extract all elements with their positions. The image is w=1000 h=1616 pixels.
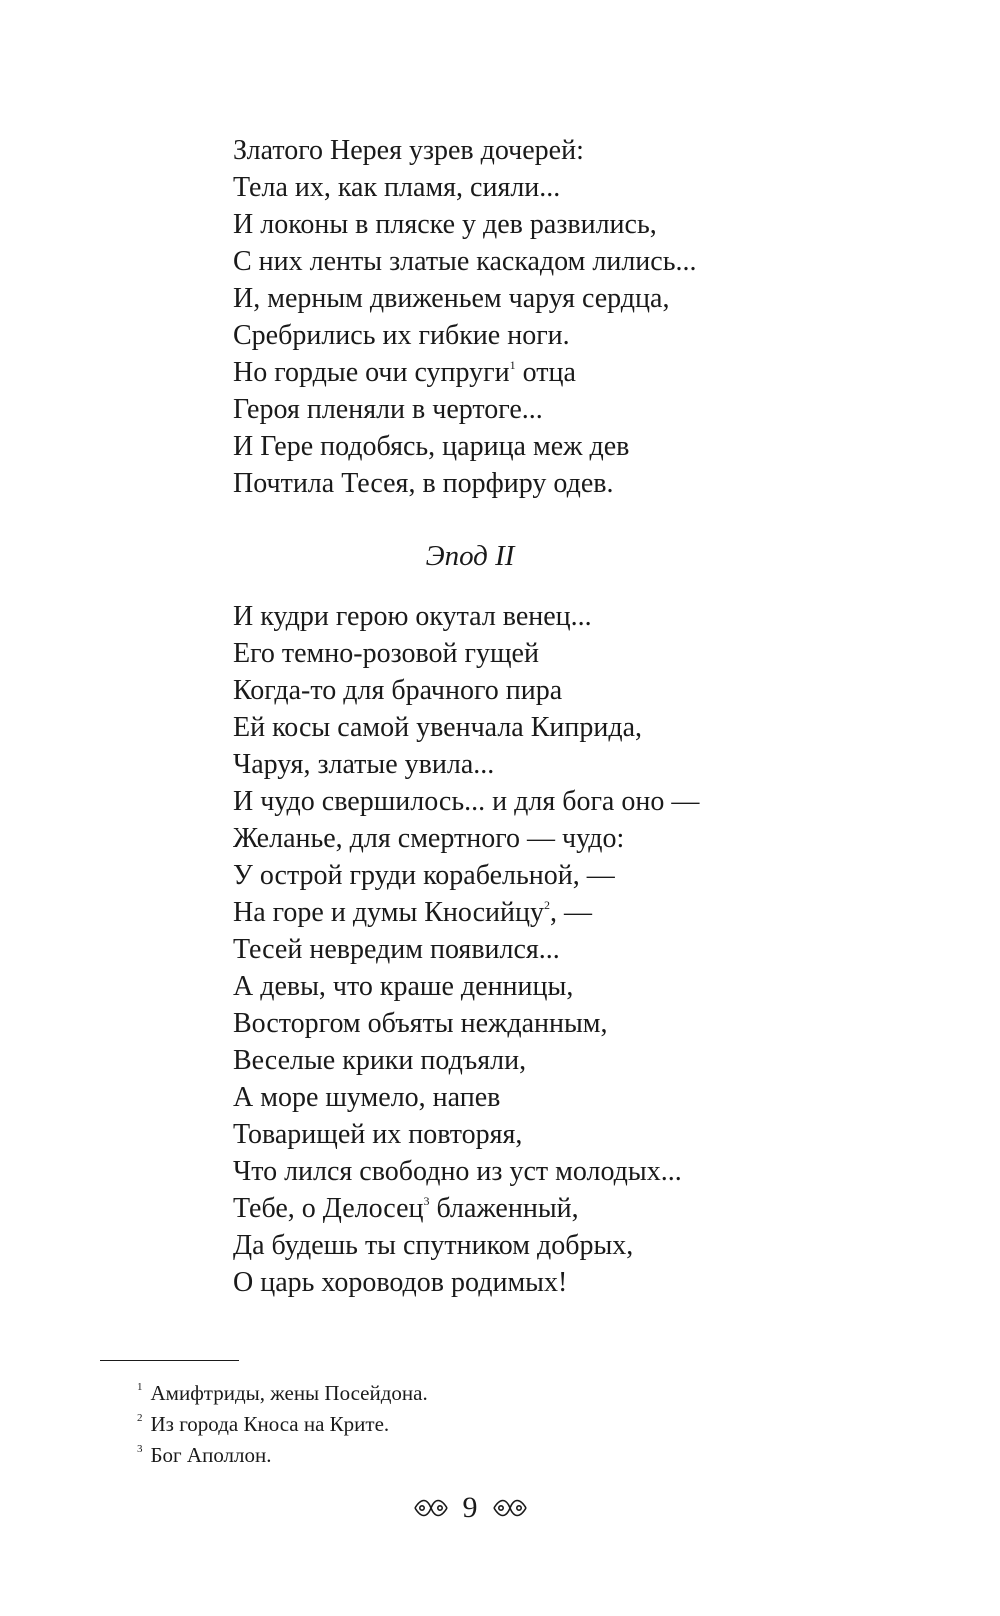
verse-line: Восторгом объяты нежданным, [233, 1008, 608, 1039]
footnote-reference[interactable]: 1 [509, 358, 516, 372]
verse-text: На горе и думы Кносийцу [233, 897, 544, 928]
verse-line: Когда-то для брачного пира [233, 675, 563, 706]
verse-text: Но гордые очи супруги [233, 357, 510, 388]
footnote [137, 1378, 428, 1409]
footnote-text: Амифтриды, жены Посейдона. [150, 1381, 428, 1405]
page-folio [0, 1490, 940, 1526]
verse-line: И чудо свершилось... и для бога оно — [233, 786, 700, 817]
verse-line: А девы, что краше денницы, [233, 971, 574, 1002]
verse-line: Героя пленяли в чертоге... [233, 394, 543, 425]
verse-line: О царь хороводов родимых! [233, 1267, 568, 1298]
verse-line: Веселые крики подъяли, [233, 1045, 527, 1076]
verse-line: А море шумело, напев [233, 1082, 501, 1113]
footnote-text: Бог Аполлон. [150, 1443, 272, 1467]
verse-line: И Гере подобясь, царица меж дев [233, 431, 630, 462]
verse-line [233, 1190, 699, 1227]
verse-line: С них ленты златые каскадом лились... [233, 246, 697, 277]
verse-line [233, 894, 699, 931]
verse-line: И, мерным движеньем чаруя сердца, [233, 283, 670, 314]
verse-line [233, 354, 696, 391]
stanza-2 [233, 598, 699, 1301]
stanza-1 [233, 132, 696, 502]
fleuron-ornament-icon [492, 1496, 528, 1520]
verse-text: отца [515, 357, 576, 388]
page-number: 9 [462, 1491, 478, 1524]
footnote-reference[interactable]: 3 [423, 1194, 430, 1208]
footnotes [137, 1378, 428, 1471]
footnote-text: Из города Кноса на Крите. [150, 1412, 390, 1436]
verse-line: Его темно-розовой гущей [233, 638, 539, 669]
section-heading: Эпод II [425, 540, 515, 572]
verse-line: Да будешь ты спутником добрых, [233, 1230, 634, 1261]
verse-line: Тесей невредим появился... [233, 934, 560, 965]
verse-line: Почтила Тесея, в порфиру одев. [233, 468, 614, 499]
verse-line: Ей косы самой увенчала Киприда, [233, 712, 643, 743]
footnote-marker: 1 [137, 1381, 143, 1393]
footnote-separator [100, 1360, 239, 1361]
fleuron-ornament-icon [413, 1496, 449, 1520]
verse-text: блаженный, [429, 1193, 579, 1224]
verse-line: И кудри герою окутал венец... [233, 601, 592, 632]
verse-text: , — [550, 897, 592, 928]
verse-line: Сребрились их гибкие ноги. [233, 320, 570, 351]
verse-line: Товарищей их повторяя, [233, 1119, 523, 1150]
footnote-reference[interactable]: 2 [544, 898, 550, 912]
footnote [137, 1409, 428, 1440]
footnote [137, 1440, 428, 1471]
verse-line: Тела их, как пламя, сияли... [233, 172, 561, 203]
verse-line: Чаруя, златые увила... [233, 749, 495, 780]
verse-line: Златого Нерея узрев дочерей: [233, 135, 584, 166]
footnote-marker: 2 [137, 1412, 143, 1424]
verse-text: Тебе, о Делосец [233, 1193, 424, 1224]
verse-line: Желанье, для смертного — чудо: [233, 823, 625, 854]
verse-line: И локоны в пляске у дев развились, [233, 209, 657, 240]
footnote-marker: 3 [137, 1443, 143, 1455]
verse-line: У острой груди корабельной, — [233, 860, 615, 891]
verse-line: Что лился свободно из уст молодых... [233, 1156, 682, 1187]
